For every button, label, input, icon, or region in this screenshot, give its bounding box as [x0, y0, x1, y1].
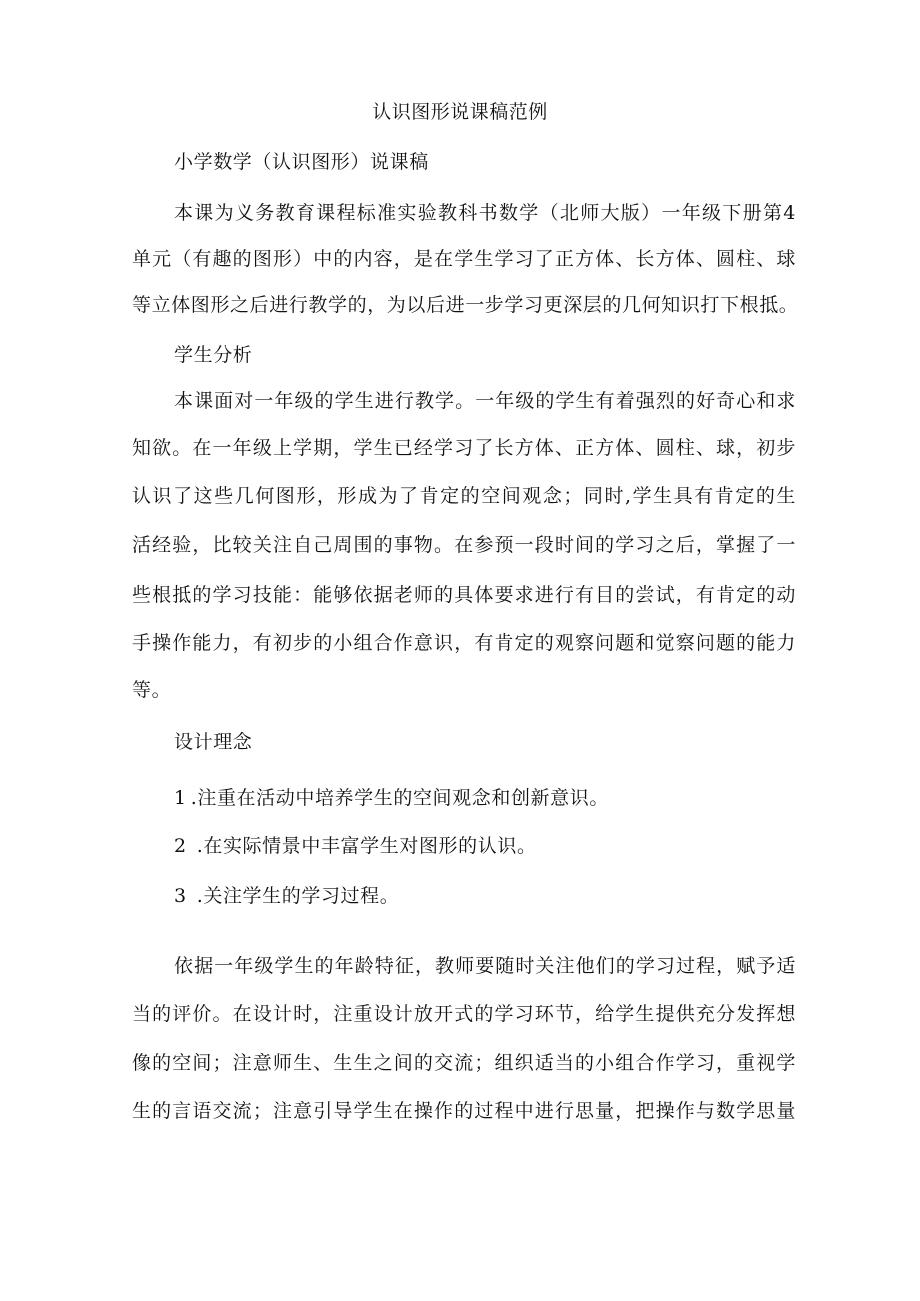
intro-line-1: 本课为义务教育课程标准实验教科书数学（北师大版）一年级下册第4: [174, 202, 796, 224]
intro-line-2: 单元（有趣的图形）中的内容，是在学生学习了正方体、长方体、圆柱、球: [132, 248, 796, 270]
intro-line-3: 等立体图形之后进行教学的，为以后进一步学习更深层的几何知识打下根抵。: [132, 294, 799, 316]
final-line-4: 生的言语交流；注意引导学生在操作的过程中进行思量，把操作与数学思量: [132, 1100, 796, 1122]
final-line-1: 依据一年级学生的年龄特征，教师要随时关注他们的学习过程，赋予适: [174, 955, 796, 977]
design-item-2: [174, 832, 537, 860]
analysis-line-1: 本课面对一年级的学生进行教学。一年级的学生有着强烈的好奇心和求: [174, 390, 796, 412]
analysis-line-3: 认识了这些几何图形，形成为了肯定的空间观念；同时,学生具有肯定的生: [132, 485, 796, 507]
design-item-3: [174, 882, 399, 910]
design-item-2-number: 2: [174, 835, 187, 857]
design-item-3-number: 3: [174, 885, 187, 907]
design-item-1-number: 1: [174, 787, 187, 809]
analysis-line-6: 手操作能力，有初步的小组合作意识，有肯定的观察问题和觉察问题的能力: [132, 632, 796, 654]
final-line-3: 像的空间；注意师生、生生之间的交流；组织适当的小组合作学习，重视学: [132, 1052, 796, 1074]
design-item-1: [174, 784, 609, 812]
document-title: 认识图形说课稿范例: [372, 101, 548, 123]
analysis-line-7: 等。: [132, 679, 172, 701]
analysis-line-5: 些根抵的学习技能：能够依据老师的具体要求进行有目的尝试，有肯定的动: [132, 584, 796, 606]
design-heading: 设计理念: [174, 731, 253, 753]
analysis-line-4: 活经验，比较关注自己周围的事物。在参预一段时间的学习之后，掌握了一: [132, 534, 796, 556]
document-subtitle: 小学数学（认识图形）说课稿: [174, 151, 429, 173]
design-item-1-text: .注重在活动中培养学生的空间观念和创新意识。: [190, 787, 609, 809]
design-item-2-text: .在实际情景中丰富学生对图形的认识。: [196, 835, 537, 857]
design-item-3-text: .关注学生的学习过程。: [196, 885, 400, 907]
final-line-2: 当的评价。在设计时，注重设计放开式的学习环节，给学生提供充分发挥想: [132, 1003, 796, 1025]
student-analysis-heading: 学生分析: [174, 344, 253, 366]
analysis-line-2: 知欲。在一年级上学期，学生已经学习了长方体、正方体、圆柱、球，初步: [132, 437, 796, 459]
